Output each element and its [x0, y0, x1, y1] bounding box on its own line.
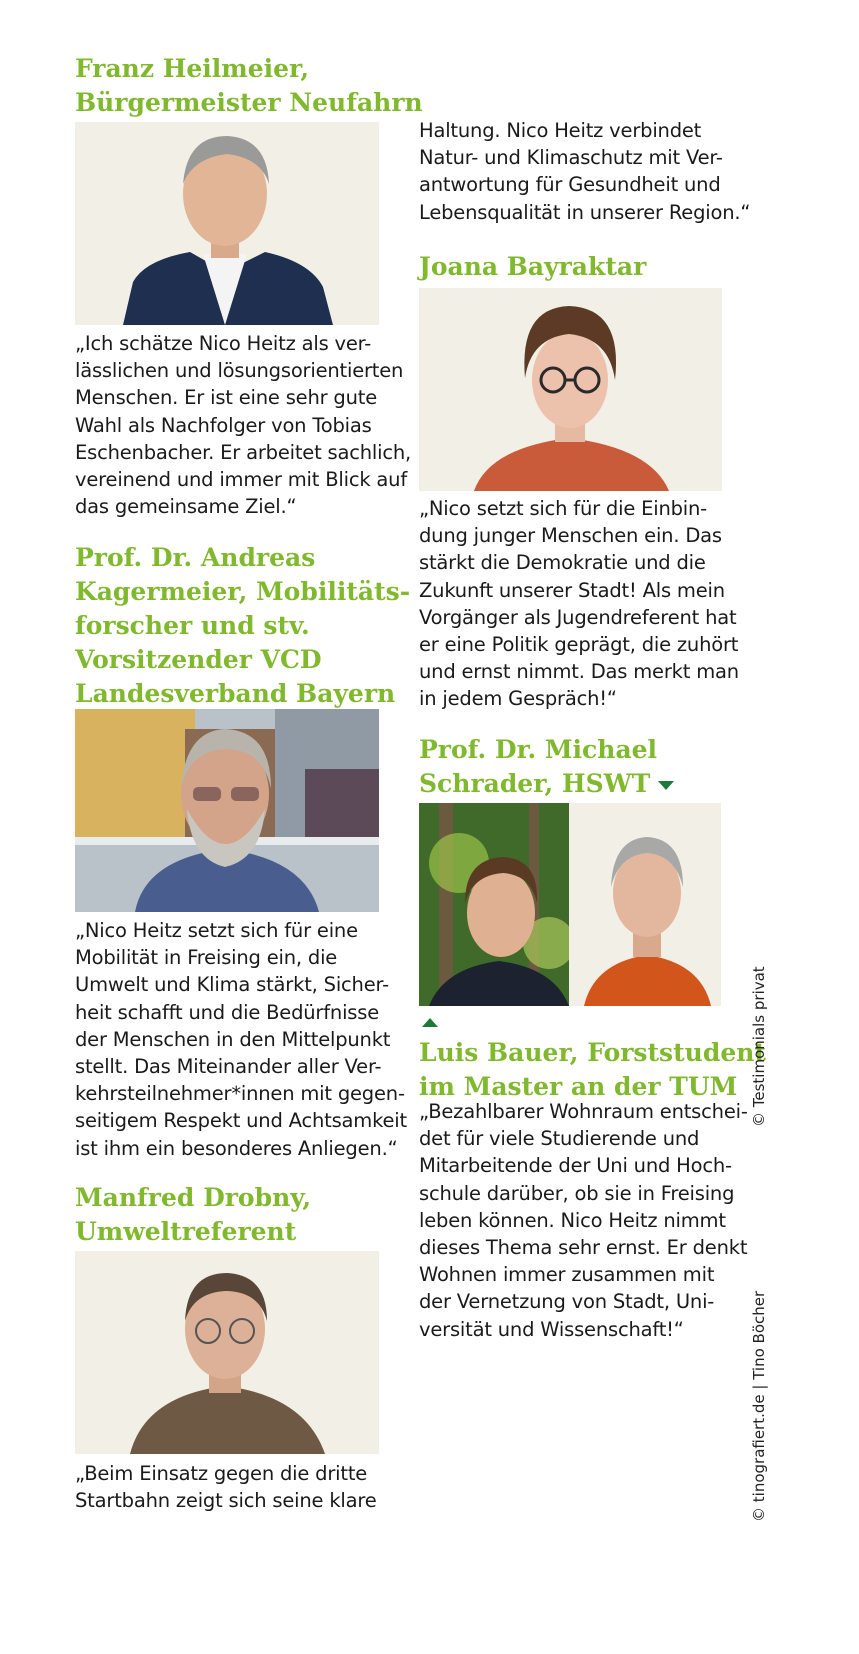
schrader-name-line2: Schrader, HSWT: [419, 769, 651, 798]
testimonial-name-schrader: [419, 733, 674, 801]
testimonial-name-drobny: Manfred Drobny, Umweltreferent: [75, 1183, 312, 1246]
portrait-heilmeier: [75, 122, 379, 325]
portrait-bauer-schrader: [419, 803, 721, 1006]
testimonial-quote-drobny-continued: Haltung. Nico Heitz verbindet Natur- und Klimaschutz mit Ver- antwortung für Gesundheit und Lebensqualität in unserer Region.“: [419, 119, 751, 224]
testimonial-quote-bayraktar: „Nico setzt sich für die Einbin- dung junger Menschen ein. Das stärkt die Demokratie und die Zukunft unserer Stadt! Als mein Vorgänger als Jugendreferent hat er eine Politik geprägt, die zuhört und ernst nimmt. Das merkt man in jedem Gespräch!“: [419, 497, 739, 711]
portrait-bayraktar: [419, 288, 722, 491]
testimonial-quote-drobny: „Beim Einsatz gegen die dritte Startbahn zeigt sich seine klare: [75, 1462, 377, 1513]
credit-photographer: © tinografiert.de | Tino Böcher: [750, 1290, 768, 1522]
triangle-up-icon: [422, 1018, 438, 1027]
testimonial-name-bauer: Luis Bauer, Forststudent im Master an der TUM: [419, 1038, 766, 1101]
testimonial-name-heilmeier: Franz Heilmeier, Bürgermeister Neufahrn: [75, 54, 423, 117]
schrader-name-line1: Prof. Dr. Michael: [419, 735, 658, 764]
testimonial-name-bayraktar: Joana Bayraktar: [419, 252, 647, 281]
portrait-kagermeier: [75, 709, 379, 912]
testimonial-name-kagermeier: Prof. Dr. Andreas Kagermeier, Mobilitäts- forscher und stv. Vorsitzender VCD Landesverband Bayern: [75, 543, 411, 708]
testimonial-quote-bauer: „Bezahlbarer Wohnraum entschei- det für viele Studierende und Mitarbeitende der Uni und Hoch- schule darüber, ob sie in Freising leben können. Nico Heitz nimmt dieses Thema sehr ernst. Er denkt Wohnen immer zusammen mit der Vernetzung von Stadt, Uni- versität und Wissenschaft!“: [419, 1100, 748, 1341]
triangle-down-icon: [658, 781, 674, 790]
testimonial-quote-kagermeier: „Nico Heitz setzt sich für eine Mobilität in Freising ein, die Umwelt und Klima stärkt, Sicher- heit schafft und die Bedürfnisse der Menschen in den Mittelpunkt stellt. Das Miteinander aller Ver- kehrsteilnehmer*innen mit gegen- seitigem Respekt und Achtsamkeit ist ihm ein besonderes Anliegen.“: [75, 919, 407, 1160]
testimonial-quote-heilmeier: „Ich schätze Nico Heitz als ver- lässlichen und lösungsorientierten Menschen. Er ist eine sehr gute Wahl als Nachfolger von Tobias Eschenbacher. Er arbeitet sachlich, vereinend und immer mit Blick auf das gemeinsame Ziel.“: [75, 332, 412, 519]
credit-testimonials: © Testimonials privat: [750, 966, 768, 1127]
portrait-drobny: [75, 1251, 379, 1454]
